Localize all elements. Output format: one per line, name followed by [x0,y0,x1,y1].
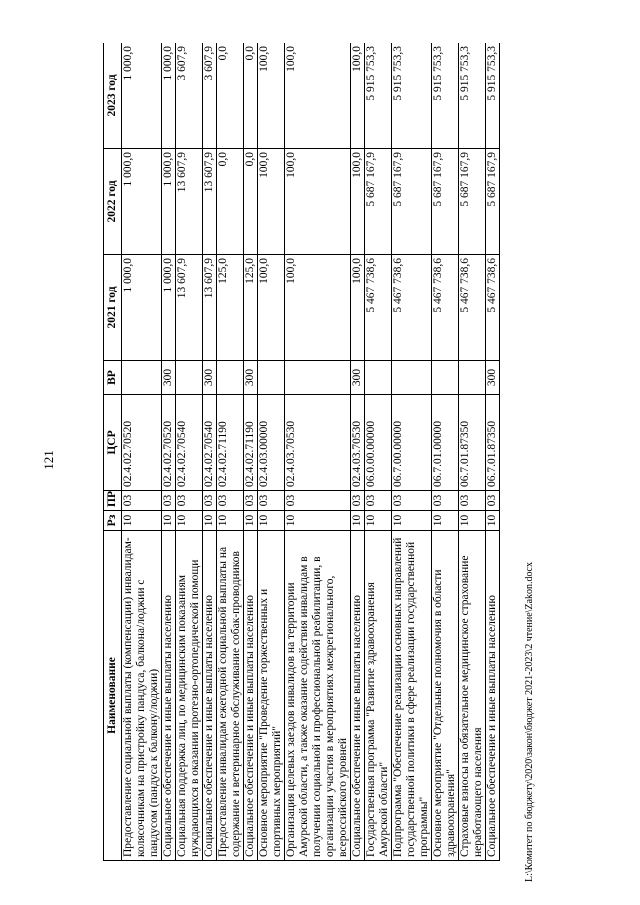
row-csr: 06.7.01.87350 [486,395,500,491]
row-2023: 3 607,9 [203,43,217,149]
row-vr [285,361,351,395]
row-2022: 100,0 [285,149,351,255]
row-csr: 02.4.03.00000 [258,395,285,491]
row-2022: 1 000,0 [122,149,162,255]
header-2022: 2022 год [104,149,122,255]
row-rz: 10 [244,511,258,531]
row-vr: 300 [203,361,217,395]
table-row [258,43,285,861]
row-vr [365,361,392,395]
row-2022: 13 607,9 [203,149,217,255]
row-2023: 0,0 [217,43,244,149]
row-2021: 100,0 [285,255,351,361]
row-rz: 10 [392,511,432,531]
budget-table-frame [103,43,564,861]
row-2022: 100,0 [258,149,285,255]
row-2021: 5 467 738,6 [459,255,486,361]
table-header-row [104,43,122,861]
row-pr: 03 [351,491,365,511]
footer-file-path: L:\Комитет по бюджету\2020\закон\бюджет 2021-2023\2 чтение\Zakon.docx [524,562,535,882]
row-2023: 5 915 753,3 [486,43,500,149]
row-2022: 5 687 167,9 [486,149,500,255]
row-pr: 03 [162,491,176,511]
table-row [365,43,392,861]
header-vr: ВР [104,361,122,395]
row-rz: 10 [162,511,176,531]
row-name: Подпрограмма "Обеспечение реализации основных направлений государственной политики в сфере реализации государственной программы" [392,531,432,861]
row-2023: 1 000,0 [162,43,176,149]
row-2021: 13 607,9 [176,255,203,361]
row-pr: 03 [432,491,459,511]
row-rz: 10 [486,511,500,531]
row-2023: 3 607,9 [176,43,203,149]
row-pr: 03 [285,491,351,511]
row-rz: 10 [258,511,285,531]
row-name: Предоставление инвалидам ежегодной социальной выплаты на содержание и ветеринарное обслуживание собак-проводников [217,531,244,861]
row-csr: 02.4.02.71190 [244,395,258,491]
row-2021: 1 000,0 [122,255,162,361]
row-csr: 02.4.02.70520 [162,395,176,491]
row-2021: 5 467 738,6 [432,255,459,361]
row-name: Предоставление социальной выплаты (компенсации) инвалидам-колясочникам на пристройку пандуса, балкона/лоджии с пандусом (пандуса к балкону/лоджии) [122,531,162,861]
budget-table [103,43,500,861]
row-vr [392,361,432,395]
header-csr: ЦСР [104,395,122,491]
table-row [203,43,217,861]
row-vr: 300 [162,361,176,395]
row-csr: 02.4.03.70530 [351,395,365,491]
row-vr [258,361,285,395]
row-vr: 300 [244,361,258,395]
row-pr: 03 [217,491,244,511]
row-csr: 02.4.02.71190 [217,395,244,491]
table-row [217,43,244,861]
row-pr: 03 [365,491,392,511]
row-2023: 5 915 753,3 [459,43,486,149]
row-name: Социальное обеспечение и иные выплаты населению [486,531,500,861]
row-2021: 125,0 [244,255,258,361]
row-csr: 02.4.02.70520 [122,395,162,491]
row-name: Организация целевых заездов инвалидов на территории Амурской области, а также оказание содействия инвалидам в получении социальной и профессиональной реабилитации, в организации участия в мероприятиях межрегионального, всероссийского уровней [285,531,351,861]
row-rz: 10 [285,511,351,531]
row-name: Страховые взносы на обязательное медицинское страхование неработающего населения [459,531,486,861]
row-pr: 03 [203,491,217,511]
table-row [351,43,365,861]
row-vr [176,361,203,395]
row-vr [122,361,162,395]
table-row [285,43,351,861]
row-2022: 100,0 [351,149,365,255]
row-2023: 1 000,0 [122,43,162,149]
row-csr: 02.4.02.70540 [176,395,203,491]
row-name: Государственная программа "Развитие здравоохранения Амурской области" [365,531,392,861]
rotated-table-container [103,43,564,861]
row-vr: 300 [486,361,500,395]
table-row [162,43,176,861]
row-csr: 06.7.01.00000 [432,395,459,491]
row-name: Социальное обеспечение и иные выплаты населению [162,531,176,861]
row-2023: 100,0 [285,43,351,149]
table-row [244,43,258,861]
table-row [392,43,432,861]
row-pr: 03 [392,491,432,511]
row-2023: 100,0 [258,43,285,149]
row-2021: 1 000,0 [162,255,176,361]
row-pr: 03 [122,491,162,511]
row-pr: 03 [244,491,258,511]
table-row [486,43,500,861]
row-2021: 125,0 [217,255,244,361]
row-2022: 5 687 167,9 [365,149,392,255]
header-pr: ПР [104,491,122,511]
table-row [122,43,162,861]
row-2022: 5 687 167,9 [392,149,432,255]
row-rz: 10 [122,511,162,531]
row-2021: 5 467 738,6 [392,255,432,361]
row-rz: 10 [351,511,365,531]
row-csr: 06.7.00.00000 [392,395,432,491]
row-csr: 06.0.00.00000 [365,395,392,491]
row-pr: 03 [459,491,486,511]
row-2022: 5 687 167,9 [432,149,459,255]
table-row [432,43,459,861]
row-2021: 5 467 738,6 [365,255,392,361]
row-2021: 100,0 [351,255,365,361]
row-rz: 10 [176,511,203,531]
row-name: Социальное обеспечение и иные выплаты населению [244,531,258,861]
row-2023: 0,0 [244,43,258,149]
row-pr: 03 [176,491,203,511]
row-2022: 5 687 167,9 [459,149,486,255]
row-csr: 06.7.01.87350 [459,395,486,491]
row-csr: 02.4.02.70540 [203,395,217,491]
row-2023: 5 915 753,3 [365,43,392,149]
row-2023: 5 915 753,3 [392,43,432,149]
row-name: Социальная поддержка лиц, по медицинским показаниям нуждающихся в оказании протезно-ортопедической помощи [176,531,203,861]
header-name: Наименование [104,531,122,861]
row-rz: 10 [459,511,486,531]
row-2021: 100,0 [258,255,285,361]
row-vr [217,361,244,395]
row-2022: 1 000,0 [162,149,176,255]
row-2021: 5 467 738,6 [486,255,500,361]
row-2022: 0,0 [217,149,244,255]
row-rz: 10 [217,511,244,531]
row-vr [459,361,486,395]
row-vr [432,361,459,395]
header-rz: Рз [104,511,122,531]
row-rz: 10 [365,511,392,531]
row-pr: 03 [486,491,500,511]
row-vr: 300 [351,361,365,395]
row-pr: 03 [258,491,285,511]
row-name: Социальное обеспечение и иные выплаты населению [203,531,217,861]
table-row [176,43,203,861]
row-2022: 0,0 [244,149,258,255]
row-2021: 13 607,9 [203,255,217,361]
row-name: Социальное обеспечение и иные выплаты населению [351,531,365,861]
header-2023: 2023 год [104,43,122,149]
header-2021: 2021 год [104,255,122,361]
row-2022: 13 607,9 [176,149,203,255]
row-name: Основное мероприятие "Проведение торжественных и спортивных мероприятий" [258,531,285,861]
row-name: Основное мероприятие "Отдельные полномочия в области здравоохранения" [432,531,459,861]
page-number: 121 [41,450,56,470]
row-csr: 02.4.03.70530 [285,395,351,491]
table-row [459,43,486,861]
row-2023: 100,0 [351,43,365,149]
row-rz: 10 [432,511,459,531]
row-rz: 10 [203,511,217,531]
row-2023: 5 915 753,3 [432,43,459,149]
